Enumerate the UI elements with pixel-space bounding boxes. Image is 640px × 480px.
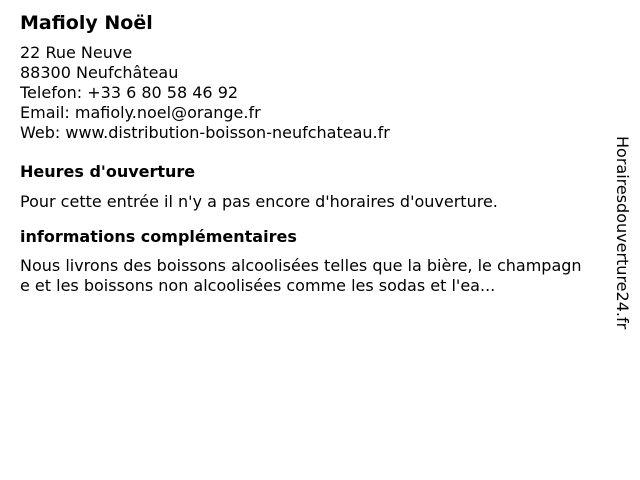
phone-link[interactable]: +33 6 80 58 46 92 xyxy=(87,83,239,102)
additional-info-text: Nous livrons des boissons alcoolisées telles que la bière, le champagne et les boissons non alcoolisées comme les sodas et l'ea... xyxy=(20,256,582,295)
web-link[interactable]: www.distribution-boisson-neufchateau.fr xyxy=(65,123,390,142)
email-label: Email: xyxy=(20,103,70,122)
phone-label: Telefon: xyxy=(20,83,83,102)
city-address: 88300 Neufchâteau xyxy=(20,63,179,82)
additional-info-heading: informations complémentaires xyxy=(20,227,297,246)
email-link[interactable]: mafioly.noel@orange.fr xyxy=(74,103,261,122)
web-line xyxy=(20,123,600,143)
business-card xyxy=(20,10,600,296)
contact-block xyxy=(20,43,600,143)
opening-hours-heading: Heures d'ouverture xyxy=(20,162,196,181)
street-address: 22 Rue Neuve xyxy=(20,43,133,62)
site-brand-link[interactable]: Horairesdouverture24.fr xyxy=(613,136,632,330)
web-label: Web: xyxy=(20,123,61,142)
opening-hours-text: Pour cette entrée il n'y a pas encore d'horaires d'ouverture. xyxy=(20,192,498,211)
email-line xyxy=(20,103,600,123)
phone-line xyxy=(20,83,600,103)
business-name: Mafioly Noël xyxy=(20,12,153,34)
